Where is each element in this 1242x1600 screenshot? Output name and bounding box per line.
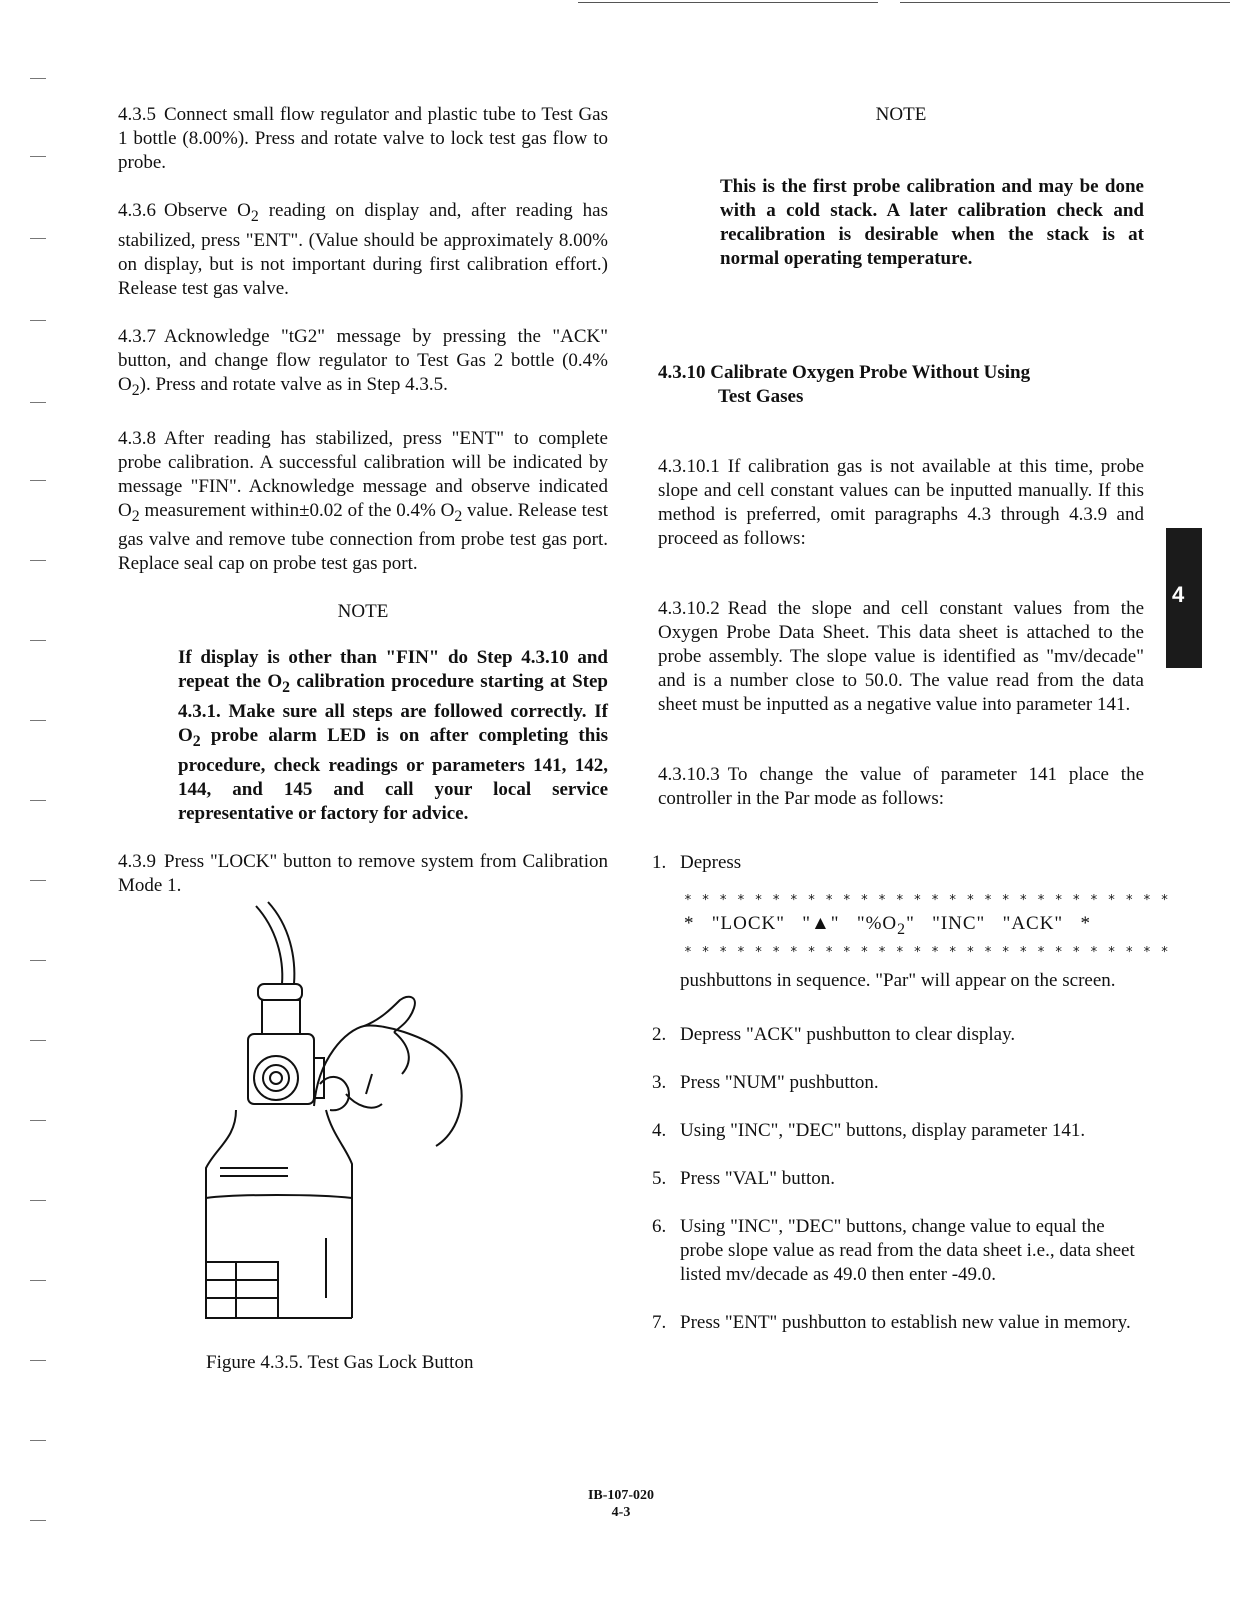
page-number: 4-3 bbox=[611, 1505, 631, 1520]
scan-edge-line bbox=[900, 2, 1230, 3]
scan-edge-line bbox=[578, 2, 878, 3]
paragraph-4-3-10-3: 4.3.10.3 To change the value of parameter 141 place the controller in the Par mode as follows: bbox=[658, 764, 1144, 809]
section-heading-4-3-10: 4.3.10 Calibrate Oxygen Probe Without Using Test Gases bbox=[658, 362, 1031, 407]
note-heading: NOTE bbox=[337, 601, 389, 623]
bottle-outline bbox=[206, 1110, 236, 1318]
document-number: IB-107-020 bbox=[587, 1488, 655, 1503]
note-body-right: This is the first probe calibration and may be done with a cold stack. A later calibration check and recalibration is desirable when the stack is at normal operating temperature. bbox=[720, 176, 1144, 269]
regulator-cap bbox=[258, 984, 302, 1000]
tube-line bbox=[256, 906, 282, 984]
hand-outline bbox=[314, 997, 415, 1106]
paragraph-4-3-10-2: 4.3.10.2 Read the slope and cell constant values from the Oxygen Probe Data Sheet. This data sheet is attached to the probe assembly. The slope value is identified as "mv/decade" and is a number close to 50.0. The value read from the data sheet must be inputted as a negative value into parameter 141. bbox=[658, 598, 1144, 715]
step-list-continued bbox=[652, 1023, 1144, 1335]
step-7: 7. Press "ENT" pushbutton to establish new value in memory. bbox=[652, 1311, 1131, 1333]
step-1: 1. Depress bbox=[652, 852, 742, 873]
paragraph-4-3-7: 4.3.7 Acknowledge "tG2" message by pressing the "ACK" button, and change flow regulator to Test Gas 2 bottle (0.4% $O_2$). Press and rotate valve as in Step 4.3.5. bbox=[118, 325, 608, 399]
step-6: 6. Using "INC", "DEC" buttons, change value to equal the probe slope value as read from the data sheet i.e., data sheet listed mv/decade as 49.0 then enter -49.0. bbox=[652, 1215, 1135, 1285]
paragraph-4-3-5: 4.3.5 Connect small flow regulator and plastic tube to Test Gas 1 bottle (8.00%). Press and rotate valve to lock test gas flow to probe. bbox=[118, 104, 608, 173]
note-body: If display is other than "FIN" do Step 4.3.10 and repeat the $O_2$ calibration procedure starting at Step 4.3.1. Make sure all steps are followed correctly. If $O_2$ probe alarm LED is on after completing this procedure, check readings or parameters 141, 142, 144, and 145 and call your local service representative or factory for advice. bbox=[178, 647, 608, 824]
bottle-label bbox=[206, 1262, 278, 1318]
paragraph-4-3-6: 4.3.6 Observe $O_2$ reading on display and, after reading has stabilized, press "ENT". (Value should be approximately 8.00% on display, but is not important during first calibration effort.) Release test gas valve. bbox=[118, 200, 608, 299]
step-3: 3. Press "NUM" pushbutton. bbox=[652, 1071, 879, 1093]
sequence-text: pushbuttons in sequence. "Par" will appear on the screen. bbox=[680, 969, 1116, 991]
binding-marks bbox=[30, 70, 50, 1550]
note-heading-right: NOTE bbox=[875, 104, 927, 125]
paragraph-4-3-10-1: 4.3.10.1 If calibration gas is not available at this time, probe slope and cell constant values can be inputted manually. If this method is preferred, omit paragraphs 4.3 through 4.3.9 and proceed as follows: bbox=[658, 456, 1144, 549]
button-sequence-box: * * * * * * * * * * * * * * * * * * * * * * * * * * * * * "LOCK" "▲" "$\%O_2$" "INC" "ACK" * * * * * * * * * * * * * * * * * * * * * * * * * * * * * bbox=[684, 893, 1170, 960]
test-gas-bottle-illustration bbox=[196, 898, 496, 1338]
page-footer bbox=[0, 1487, 1242, 1521]
step-5: 5. Press "VAL" button. bbox=[652, 1167, 836, 1189]
figure-caption: Figure 4.3.5. Test Gas Lock Button bbox=[206, 1352, 474, 1373]
step-4: 4. Using "INC", "DEC" buttons, display parameter 141. bbox=[652, 1119, 1086, 1141]
step-list bbox=[652, 851, 1144, 875]
left-column bbox=[118, 103, 608, 922]
step-2: 2. Depress "ACK" pushbutton to clear display. bbox=[652, 1023, 1016, 1045]
section-tab: 4 bbox=[1166, 528, 1202, 668]
paragraph-4-3-9: 4.3.9 Press "LOCK" button to remove system from Calibration Mode 1. bbox=[118, 850, 608, 896]
right-column bbox=[652, 103, 1170, 1359]
gauge-dial bbox=[254, 1056, 298, 1100]
paragraph-4-3-8: 4.3.8 After reading has stabilized, press "ENT" to complete probe calibration. A successful calibration will be indicated by message "FIN". Acknowledge message and observe indicated $O_2$ measurement within±0.02 of the 0.4% $O_2$ value. Release test gas valve and remove tube connection from probe test gas port. Replace seal cap on probe test gas port. bbox=[118, 427, 608, 575]
regulator-body bbox=[248, 1034, 314, 1104]
